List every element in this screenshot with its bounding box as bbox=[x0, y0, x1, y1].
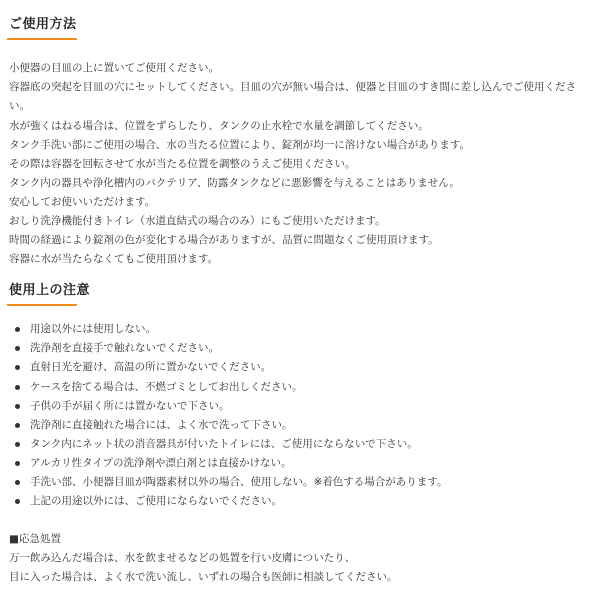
usage-heading-underline bbox=[7, 38, 77, 40]
bullet-icon bbox=[15, 404, 20, 409]
bullet-icon bbox=[15, 442, 20, 447]
caution-heading: 使用上の注意 bbox=[9, 283, 91, 298]
emergency-title: ■応急処置 bbox=[9, 533, 61, 545]
usage-line: 容器底の突起を目皿の穴にセットしてください。目皿の穴が無い場合は、便器と目皿のすき間に差し込んでご使用くださ bbox=[9, 81, 576, 93]
caution-item-text: ケースを捨てる場合は、不燃ゴミとしてお出しください。 bbox=[30, 381, 303, 393]
usage-line: 容器に水が当たらなくてもご使用頂けます。 bbox=[9, 253, 219, 265]
bullet-icon bbox=[15, 423, 20, 428]
usage-line: 水が強くはねる場合は、位置をずらしたり、タンクの止水栓で水量を調節してください。 bbox=[9, 120, 429, 132]
usage-line: その際は容器を回転させて水が当たる位置を調整のうえご使用ください。 bbox=[9, 158, 356, 170]
caution-item-text: 手洗い部、小便器目皿が陶器素材以外の場合、使用しない。※着色する場合があります。 bbox=[30, 476, 448, 488]
usage-line: い。 bbox=[9, 100, 30, 112]
caution-item-text: 用途以外には使用しない。 bbox=[30, 323, 156, 335]
bullet-icon bbox=[15, 499, 20, 504]
caution-item-text: アルカリ性タイプの洗浄剤や漂白剤とは直接かけない。 bbox=[30, 457, 292, 469]
usage-line: 時間の経過により錠剤の色が変化する場合がありますが、品質に問題なくご使用頂けます。 bbox=[9, 234, 439, 246]
emergency-line: 万一飲み込んだ場合は、水を飲ませるなどの処置を行い皮膚についたり、 bbox=[9, 552, 356, 564]
bullet-icon bbox=[15, 346, 20, 351]
caution-item-text: 上記の用途以外には、ご使用にならないでください。 bbox=[30, 495, 282, 507]
usage-line: 小便器の目皿の上に置いてご使用ください。 bbox=[9, 62, 219, 74]
bullet-icon bbox=[15, 365, 20, 370]
caution-item-text: 洗浄剤に直接触れた場合には、よく水で洗って下さい。 bbox=[30, 419, 293, 431]
caution-item-text: 子供の手が届く所には置かないで下さい。 bbox=[30, 400, 230, 412]
usage-line: タンク手洗い部にご使用の場合、水の当たる位置により、錠剤が均一に溶けない場合があります。 bbox=[9, 139, 470, 151]
usage-line: おしり洗浄機能付きトイレ（水道直結式の場合のみ）にもご使用いただけます。 bbox=[9, 215, 386, 227]
caution-item-text: 直射日光を避け、高温の所に置かないでください。 bbox=[30, 361, 272, 373]
usage-heading: ご使用方法 bbox=[9, 17, 77, 32]
caution-item-text: 洗浄剤を直接手で触れないでください。 bbox=[30, 342, 219, 354]
bullet-icon bbox=[15, 461, 20, 466]
usage-line: 安心してお使いいただけます。 bbox=[9, 196, 156, 208]
usage-line: タンク内の器具や浄化槽内のバクテリア、防露タンクなどに悪影響を与えることはありません。 bbox=[9, 177, 460, 189]
bullet-icon bbox=[15, 327, 20, 332]
bullet-icon bbox=[15, 480, 20, 485]
caution-item-text: タンク内にネット状の消音器具が付いたトイレには、ご使用にならないで下さい。 bbox=[30, 438, 418, 450]
bullet-icon bbox=[15, 385, 20, 390]
caution-heading-underline bbox=[7, 304, 77, 306]
emergency-line: 目に入った場合は、よく水で洗い流し、いずれの場合も医師に相談してください。 bbox=[9, 571, 398, 583]
